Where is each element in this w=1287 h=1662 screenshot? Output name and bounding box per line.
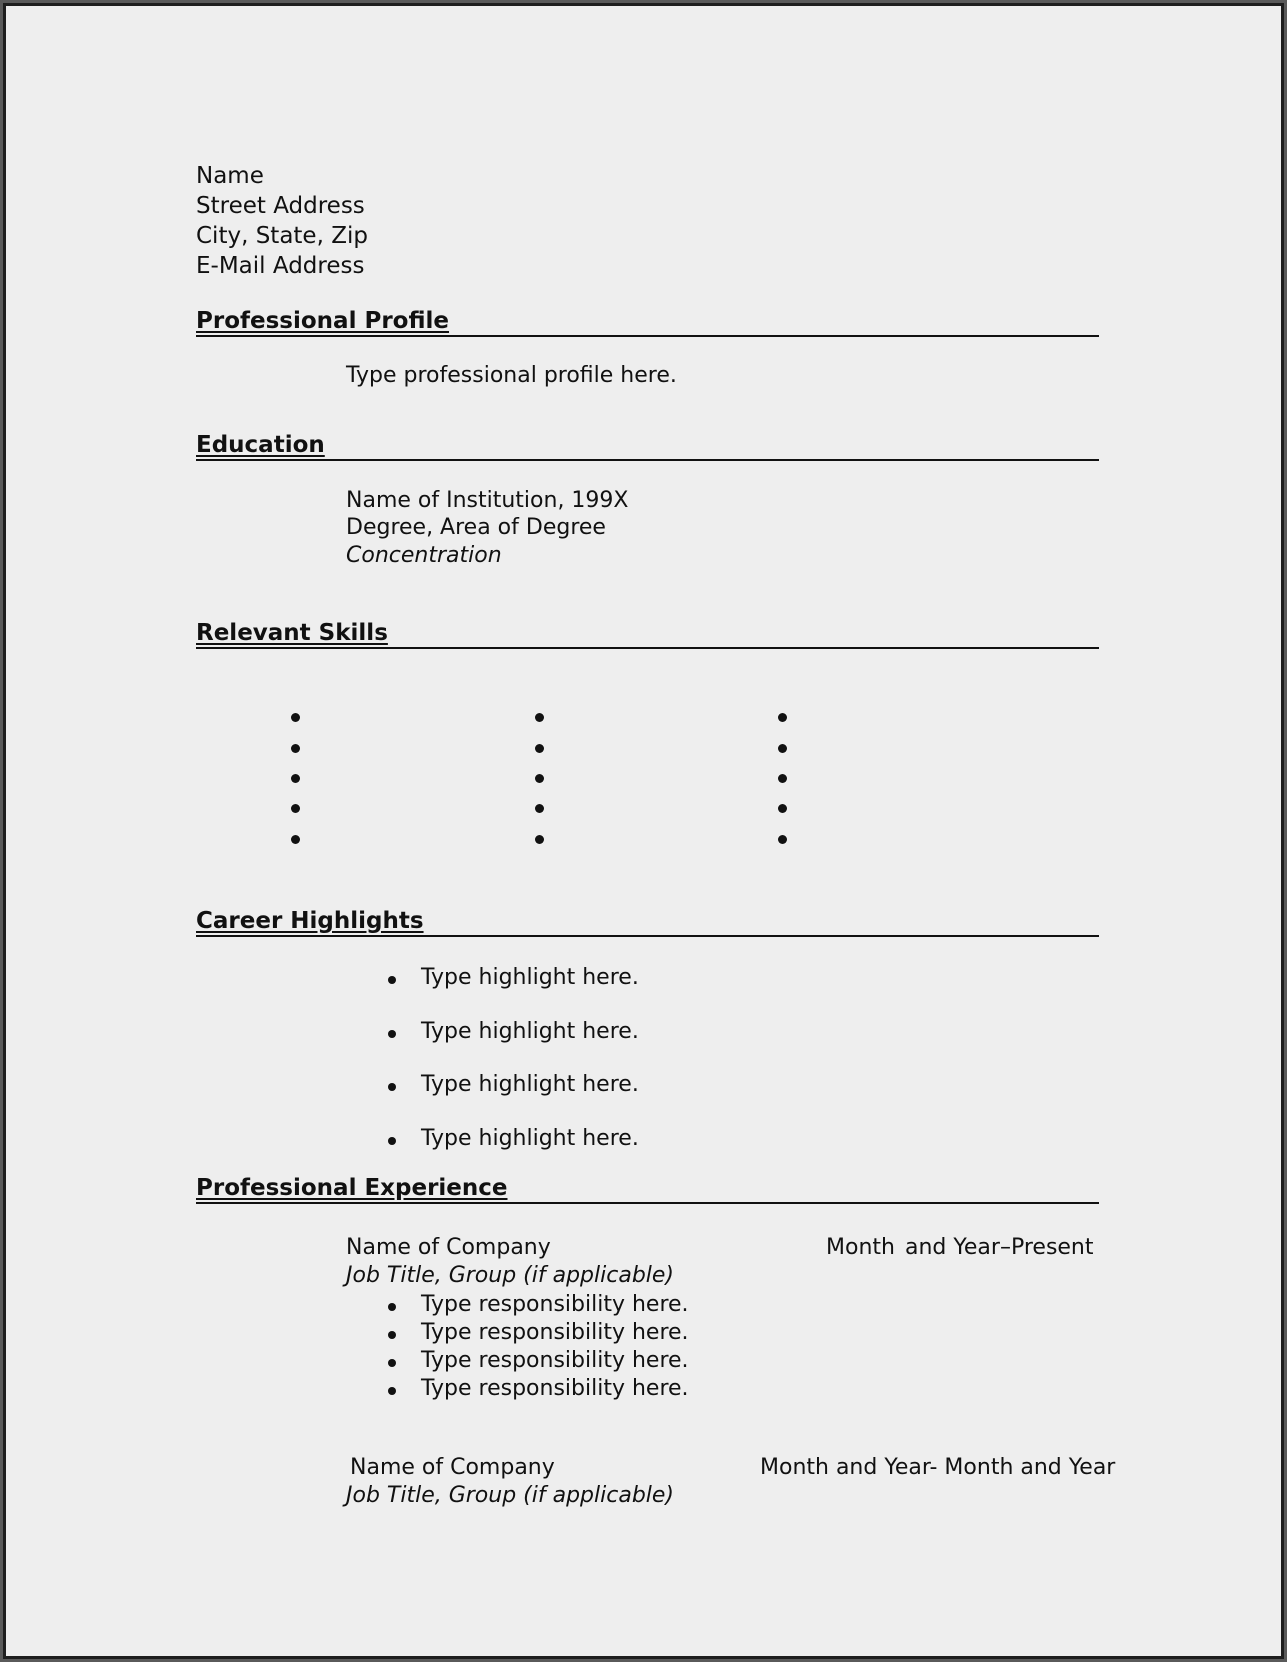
- highlight-item: Type highlight here.: [421, 1126, 639, 1151]
- highlight-item: Type highlight here.: [421, 1072, 639, 1097]
- profile-heading-text: Professional Profile: [196, 308, 449, 334]
- skill-bullet-icon: [778, 835, 787, 844]
- responsibility-item: Type responsibility here.: [421, 1320, 689, 1345]
- skill-bullet-icon: [535, 835, 544, 844]
- contact-name: Name: [196, 163, 264, 189]
- job-company: Name of Company: [346, 1235, 551, 1260]
- highlight-item: Type highlight here.: [421, 965, 639, 990]
- highlight-bullet-icon: [388, 1030, 396, 1038]
- responsibility-bullet-icon: [388, 1359, 396, 1367]
- skill-bullet-icon: [291, 774, 300, 783]
- contact-city: City, State, Zip: [196, 223, 368, 249]
- responsibility-item: Type responsibility here.: [421, 1348, 689, 1373]
- responsibility-bullet-icon: [388, 1331, 396, 1339]
- skill-bullet-icon: [291, 744, 300, 753]
- skill-bullet-icon: [291, 804, 300, 813]
- highlight-bullet-icon: [388, 1083, 396, 1091]
- section-heading-highlights: [196, 908, 1099, 937]
- skill-bullet-icon: [778, 744, 787, 753]
- education-degree: Degree, Area of Degree: [346, 515, 606, 540]
- job-company: Name of Company: [350, 1455, 555, 1480]
- responsibility-bullet-icon: [388, 1387, 396, 1395]
- job-dates: Month and Year- Month and Year: [760, 1455, 1116, 1480]
- skill-bullet-icon: [778, 804, 787, 813]
- skill-bullet-icon: [291, 713, 300, 722]
- job-dates-range: and Year–Present: [905, 1235, 1094, 1260]
- section-heading-experience: [196, 1175, 1099, 1204]
- contact-street: Street Address: [196, 193, 365, 219]
- skill-bullet-icon: [535, 744, 544, 753]
- profile-text: Type professional profile here.: [346, 363, 677, 388]
- skills-heading-text: Relevant Skills: [196, 620, 388, 646]
- education-heading-text: Education: [196, 432, 325, 458]
- highlight-bullet-icon: [388, 1137, 396, 1145]
- skill-bullet-icon: [291, 835, 300, 844]
- skill-bullet-icon: [778, 774, 787, 783]
- skill-bullet-icon: [535, 774, 544, 783]
- section-heading-skills: [196, 620, 1099, 649]
- responsibility-item: Type responsibility here.: [421, 1376, 689, 1401]
- job-title: Job Title, Group (if applicable): [346, 1263, 675, 1288]
- resume-page: [3, 3, 1284, 1659]
- section-heading-profile: [196, 308, 1099, 337]
- job-title: Job Title, Group (if applicable): [346, 1483, 675, 1508]
- highlight-item: Type highlight here.: [421, 1019, 639, 1044]
- education-concentration: Concentration: [346, 543, 502, 568]
- education-institution: Name of Institution, 199X: [346, 488, 629, 513]
- responsibility-item: Type responsibility here.: [421, 1292, 689, 1317]
- job-dates-month: Month: [826, 1235, 895, 1260]
- contact-email: E-Mail Address: [196, 253, 365, 279]
- responsibility-bullet-icon: [388, 1303, 396, 1311]
- skill-bullet-icon: [535, 804, 544, 813]
- skill-bullet-icon: [535, 713, 544, 722]
- section-heading-education: [196, 432, 1099, 461]
- skill-bullet-icon: [778, 713, 787, 722]
- highlight-bullet-icon: [388, 976, 396, 984]
- highlights-heading-text: Career Highlights: [196, 908, 424, 934]
- experience-heading-text: Professional Experience: [196, 1175, 508, 1201]
